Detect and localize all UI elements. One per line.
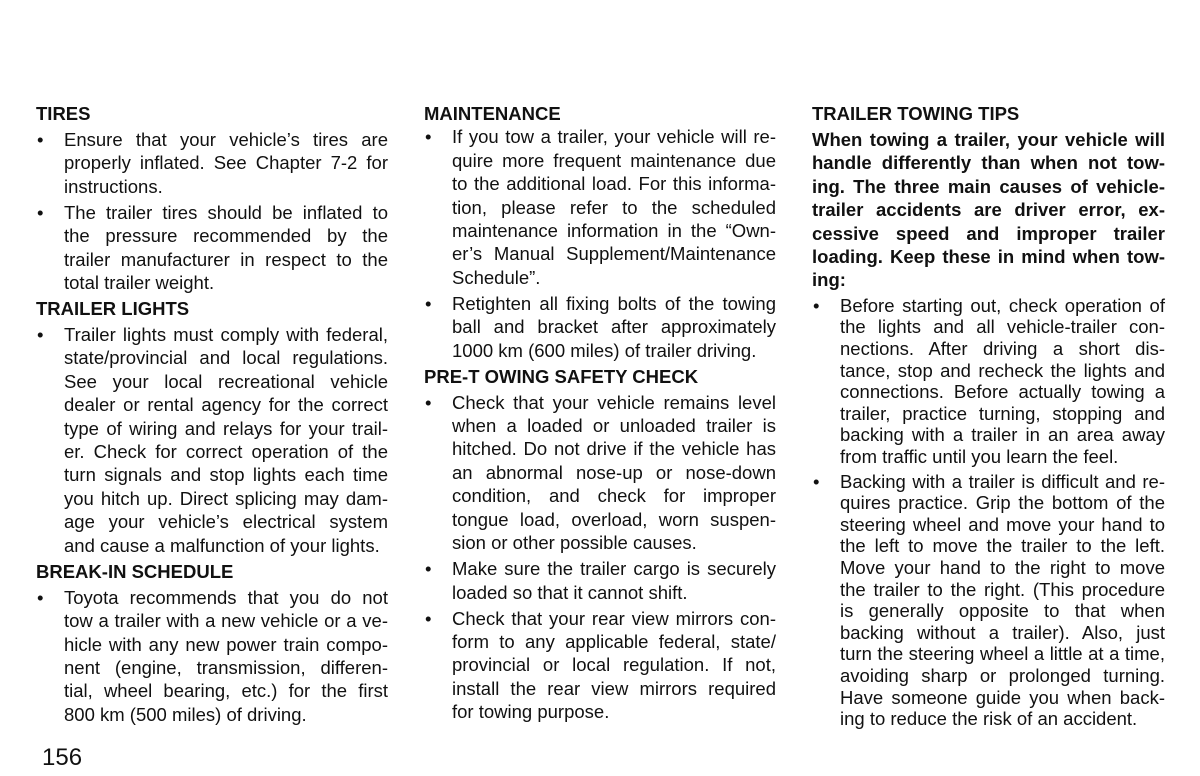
text-line: loaded so that it cannot shift.: [452, 581, 688, 603]
text-line: tion, please refer to the scheduled: [452, 196, 776, 218]
bullet-text: [452, 607, 776, 724]
text-line: the left to move the trailer to the left.: [840, 535, 1165, 557]
section-heading: BREAK-IN SCHEDULE: [36, 560, 234, 582]
bullet-marker: [425, 125, 439, 148]
text-line: tance, stop and recheck the lights and: [840, 359, 1165, 381]
text-line: for towing purpose.: [452, 701, 610, 723]
text-line: ing. The three main causes of vehicle-: [812, 175, 1165, 197]
text-line: Ensure that your vehicle’s tires are: [64, 129, 388, 150]
text-line: tow a trailer with a new vehicle or a ve-: [64, 610, 388, 632]
bullet-item: [36, 323, 388, 557]
text-line: type of wiring and relays for your trail-: [64, 417, 388, 439]
bullet-text: [452, 125, 776, 289]
bullet-text: [840, 471, 1165, 730]
text-line: dealer or rental agency for the correct: [64, 394, 388, 416]
text-line: to the additional load. For this informa-: [452, 173, 776, 195]
text-line: you hitch up. Direct splicing may dam-: [64, 487, 388, 509]
section-tires: [36, 102, 388, 294]
text-line: total trailer weight.: [64, 272, 215, 294]
bullet-text: [452, 557, 776, 604]
section-trailer-lights: [36, 297, 388, 557]
bullet-marker: [37, 128, 51, 151]
text-line: an abnormal nose-up or nose-down: [452, 461, 776, 483]
text-line: maintenance information in the “Own-: [452, 220, 776, 242]
text-line: ball and bracket after approximately: [452, 316, 776, 338]
text-line: when a loaded or unloaded trailer is: [452, 415, 776, 437]
bullet-marker: [37, 586, 51, 609]
text-column-middle: [424, 102, 776, 724]
section-heading: PRE-T OWING SAFETY CHECK: [424, 365, 699, 387]
bullet-item: [424, 125, 776, 289]
bullet-text: [64, 128, 388, 198]
text-line: Make sure the trailer cargo is securely: [452, 558, 776, 580]
text-column-right: [812, 102, 1165, 730]
bullet-item: [424, 292, 776, 362]
text-line: Check that your vehicle remains level: [452, 391, 776, 413]
bullet-marker: [425, 292, 439, 315]
bullet-item: [812, 295, 1165, 468]
text-line: age your vehicle’s electrical system: [64, 511, 388, 533]
bullet-marker: [425, 391, 439, 414]
text-line: instructions.: [64, 175, 163, 197]
text-line: When towing a trailer, your vehicle will: [812, 129, 1165, 150]
bullet-marker: [37, 201, 51, 224]
text-line: properly inflated. See Chapter 7-2 for: [64, 152, 388, 174]
bullet-item: [812, 471, 1165, 730]
section-pre-t-owing-safety-check: [424, 365, 776, 724]
text-line: avoiding sharp or prolonged turning.: [840, 664, 1165, 686]
bullet-text: [64, 586, 388, 726]
text-line: 800 km (500 miles) of driving.: [64, 703, 307, 725]
text-line: er’s Manual Supplement/Maintenance: [452, 243, 776, 265]
text-line: Schedule”.: [452, 266, 541, 288]
text-line: If you tow a trailer, your vehicle will re-: [452, 126, 776, 148]
bullet-text: [452, 292, 776, 362]
text-line: turn the steering wheel a little at a time,: [840, 643, 1165, 665]
text-line: ing to reduce the risk of an accident.: [840, 708, 1138, 730]
text-line: is generally opposite to that when: [840, 600, 1165, 622]
text-line: handle differently than when not tow-: [812, 152, 1165, 174]
text-line: Before starting out, check operation of: [840, 294, 1165, 316]
text-line: hitched. Do not drive if the vehicle has: [452, 438, 776, 460]
text-line: Toyota recommends that you do not: [64, 586, 388, 608]
section-heading: TRAILER LIGHTS: [36, 298, 190, 320]
intro-paragraph: [812, 128, 1165, 292]
text-line: state/provincial and local regulations.: [64, 347, 388, 369]
text-line: backing with a trailer in an area away: [840, 424, 1165, 446]
bullet-item: [36, 201, 388, 295]
text-line: from traffic until you learn the feel.: [840, 446, 1119, 467]
text-line: tongue load, overload, worn suspen-: [452, 508, 776, 530]
bullet-marker: [813, 471, 827, 493]
section-trailer-towing-tips: [812, 102, 1165, 730]
text-line: Have someone guide you when back-: [840, 686, 1165, 708]
bullet-item: [424, 391, 776, 555]
text-line: turn signals and stop lights each time: [64, 464, 388, 486]
text-line: quires practice. Grip the bottom of the: [840, 492, 1165, 514]
section-maintenance: [424, 102, 776, 362]
text-line: quire more frequent maintenance due: [452, 149, 776, 171]
text-line: Move your hand to the right to move: [840, 556, 1165, 578]
bullet-text: [452, 391, 776, 555]
section-heading: MAINTENANCE: [424, 103, 561, 124]
text-line: The trailer tires should be inflated to: [64, 201, 388, 223]
text-line: cessive speed and improper trailer: [812, 222, 1165, 244]
bullet-item: [424, 557, 776, 604]
text-line: the trailer to the right. (This procedure: [840, 578, 1165, 600]
section-break-in-schedule: [36, 560, 388, 726]
text-line: loading. Keep these in mind when tow-: [812, 246, 1165, 268]
section-heading: TRAILER TOWING TIPS: [812, 103, 1020, 124]
bullet-marker: [425, 607, 439, 630]
text-line: and cause a malfunction of your lights.: [64, 534, 380, 556]
text-line: the pressure recommended by the: [64, 225, 388, 247]
bullet-item: [36, 586, 388, 726]
text-line: Retighten all fixing bolts of the towing: [452, 292, 776, 314]
bullet-text: [64, 323, 388, 557]
text-line: Trailer lights must comply with federal,: [64, 324, 388, 346]
bullet-marker: [813, 295, 827, 317]
text-line: trailer, practice turning, stopping and: [840, 402, 1165, 424]
text-line: sion or other possible causes.: [452, 532, 697, 554]
text-line: connections. Before actually towing a: [840, 381, 1165, 403]
text-line: trailer accidents are driver error, ex-: [812, 199, 1165, 221]
text-line: condition, and check for improper: [452, 485, 776, 507]
bullet-marker: [37, 323, 51, 346]
text-column-left: [36, 102, 388, 726]
page-number: 156: [42, 744, 83, 771]
bullet-item: [36, 128, 388, 198]
bullet-marker: [425, 557, 439, 580]
section-heading: TIRES: [36, 103, 91, 124]
text-line: Check that your rear view mirrors con-: [452, 607, 776, 629]
text-line: See your local recreational vehicle: [64, 370, 388, 392]
bullet-text: [64, 201, 388, 295]
text-line: steering wheel and move your hand to: [840, 513, 1165, 535]
text-line: backing without a trailer). Also, just: [840, 621, 1165, 643]
text-line: 1000 km (600 miles) of trailer driving.: [452, 339, 757, 361]
text-line: hicle with any new power train compo-: [64, 633, 388, 655]
text-line: er. Check for correct operation of the: [64, 441, 388, 463]
text-line: nent (engine, transmission, differen-: [64, 656, 388, 678]
bullet-item: [424, 607, 776, 724]
text-line: form to any applicable federal, state/: [452, 630, 776, 652]
text-line: nections. After driving a short dis-: [840, 338, 1165, 360]
text-line: trailer manufacturer in respect to the: [64, 248, 388, 270]
text-line: install the rear view mirrors required: [452, 677, 776, 699]
text-line: tial, wheel bearing, etc.) for the first: [64, 680, 388, 702]
text-line: Backing with a trailer is difficult and re-: [840, 470, 1165, 492]
text-line: provincial or local regulation. If not,: [452, 654, 776, 676]
bullet-text: [840, 295, 1165, 468]
text-line: ing:: [812, 269, 846, 291]
text-line: the lights and all vehicle-trailer con-: [840, 316, 1165, 338]
